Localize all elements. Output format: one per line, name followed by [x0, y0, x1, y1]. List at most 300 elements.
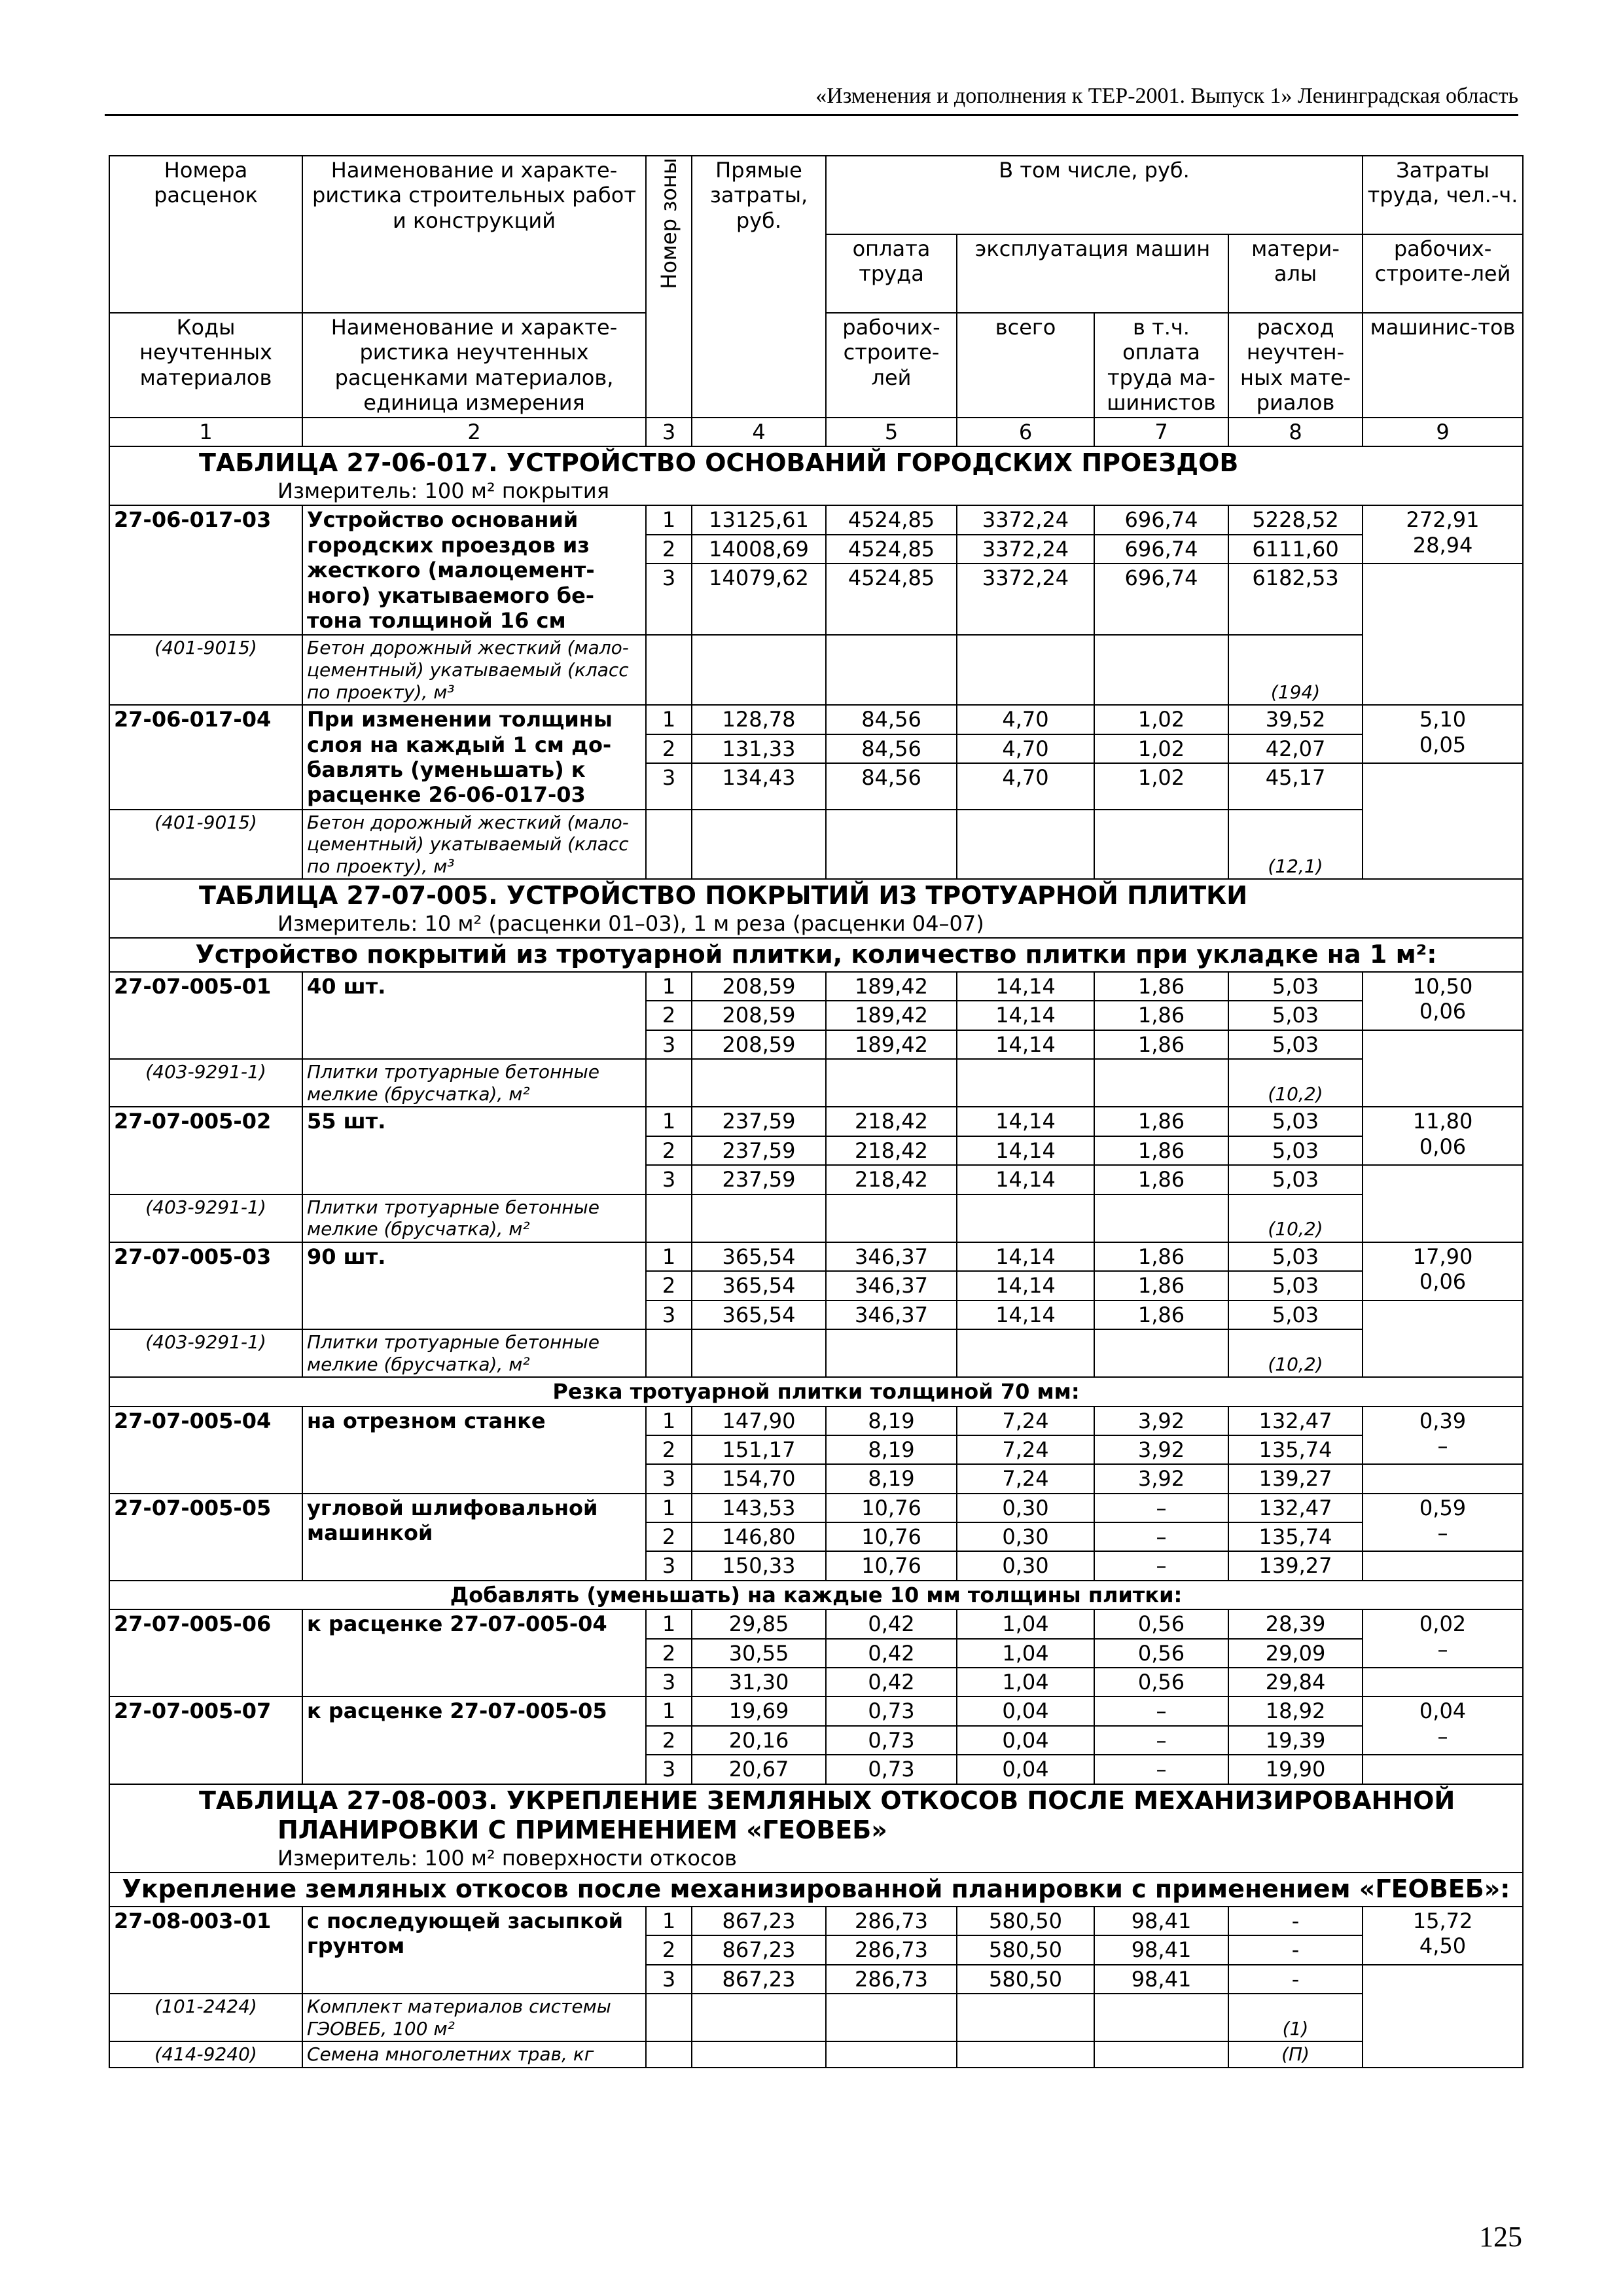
cost-value: 365,54 — [692, 1271, 826, 1300]
empty-cell — [1094, 1059, 1228, 1107]
cost-value: 5,03 — [1228, 1030, 1363, 1059]
cost-value: 218,42 — [826, 1165, 957, 1194]
cost-value: 151,17 — [692, 1435, 826, 1464]
labor-cell — [1363, 505, 1523, 564]
cost-value: – — [1094, 1726, 1228, 1755]
rate-row — [109, 1494, 1523, 1522]
cost-value: 5,03 — [1228, 1107, 1363, 1136]
cost-value: 139,27 — [1228, 1551, 1363, 1580]
zone-number: 3 — [646, 1551, 692, 1580]
cost-value: 1,86 — [1094, 1001, 1228, 1030]
subsection-header — [109, 938, 1523, 972]
rate-row — [109, 1907, 1523, 1935]
cost-value: 365,54 — [692, 1300, 826, 1329]
labor-workers: 17,90 — [1412, 1244, 1473, 1269]
header-material-use: расход неучтен-ных мате-риалов — [1228, 313, 1363, 418]
cost-value: 0,30 — [957, 1494, 1094, 1522]
cost-value: 19,39 — [1228, 1726, 1363, 1755]
cost-value: 867,23 — [692, 1965, 826, 1994]
cost-value: 0,42 — [826, 1639, 957, 1668]
cost-value: 14,14 — [957, 1001, 1094, 1030]
header-machinists: машинис-тов — [1363, 313, 1523, 418]
header-machinists-wage: в т.ч. оплата труда ма-шинистов — [1094, 313, 1228, 418]
material-quantity: (П) — [1228, 2041, 1363, 2068]
zone-number: 2 — [646, 734, 692, 763]
labor-workers: 272,91 — [1406, 507, 1480, 533]
column-number: 3 — [646, 418, 692, 446]
column-number: 4 — [692, 418, 826, 446]
empty-cell — [826, 1329, 957, 1377]
material-name: Бетон дорожный жесткий (мало-цементный) укатываемый (класс по проекту), м³ — [302, 810, 646, 880]
cost-value: 237,59 — [692, 1136, 826, 1165]
empty-cell — [692, 1329, 826, 1377]
cost-value: 14,14 — [957, 1030, 1094, 1059]
labor-empty — [1363, 1755, 1523, 1784]
zone-number: 2 — [646, 1522, 692, 1551]
material-name: Бетон дорожный жесткий (мало-цементный) укатываемый (класс по проекту), м³ — [302, 635, 646, 705]
zone-number: 1 — [646, 1907, 692, 1935]
column-numbers — [109, 418, 1523, 446]
labor-machinists: 0,06 — [1419, 999, 1467, 1024]
labor-workers: 0,02 — [1419, 1611, 1467, 1637]
rate-row — [109, 972, 1523, 1001]
cost-value: 696,74 — [1094, 535, 1228, 564]
empty-cell — [826, 1059, 957, 1107]
header-materials: матери-алы — [1228, 234, 1363, 313]
zone-number: 2 — [646, 1001, 692, 1030]
section-cell — [109, 1784, 1523, 1873]
labor-machinists: – — [1437, 1636, 1448, 1662]
cost-value: 5,03 — [1228, 1271, 1363, 1300]
section-cell — [109, 879, 1523, 938]
cost-value: 139,27 — [1228, 1464, 1363, 1493]
empty-cell — [957, 810, 1094, 880]
cost-value: 146,80 — [692, 1522, 826, 1551]
cost-value: 3,92 — [1094, 1435, 1228, 1464]
cost-value: 10,76 — [826, 1494, 957, 1522]
cost-value: 128,78 — [692, 705, 826, 734]
rate-name: на отрезном станке — [302, 1407, 646, 1494]
cost-value: 14,14 — [957, 1107, 1094, 1136]
labor-cell — [1363, 1494, 1523, 1552]
cost-value: 45,17 — [1228, 763, 1363, 810]
cost-value: 189,42 — [826, 972, 957, 1001]
labor-empty — [1363, 1464, 1523, 1493]
empty-cell — [646, 635, 692, 705]
cost-value: 696,74 — [1094, 564, 1228, 635]
page-number: 125 — [1479, 2221, 1522, 2253]
cost-value: 3372,24 — [957, 564, 1094, 635]
cost-value: - — [1228, 1935, 1363, 1964]
cost-value: 0,56 — [1094, 1609, 1228, 1638]
cost-value: 1,86 — [1094, 1136, 1228, 1165]
empty-cell — [692, 1994, 826, 2041]
cost-value: 5,03 — [1228, 1165, 1363, 1194]
empty-cell — [1094, 1194, 1228, 1242]
cost-value: 1,86 — [1094, 1107, 1228, 1136]
column-number: 1 — [109, 418, 302, 446]
material-name: Плитки тротуарные бетонные мелкие (брусчатка), м² — [302, 1059, 646, 1107]
empty-cell — [646, 1329, 692, 1377]
cost-value: 1,02 — [1094, 705, 1228, 734]
cost-value: 867,23 — [692, 1907, 826, 1935]
zone-number: 2 — [646, 1639, 692, 1668]
labor-workers: 0,39 — [1419, 1408, 1467, 1433]
cost-value: 208,59 — [692, 972, 826, 1001]
labor-cell — [1363, 972, 1523, 1030]
empty-cell — [826, 2041, 957, 2068]
zone-number: 2 — [646, 1136, 692, 1165]
cost-value: 8,19 — [826, 1435, 957, 1464]
cost-value: 580,50 — [957, 1965, 1094, 1994]
column-number: 2 — [302, 418, 646, 446]
cost-value: 3,92 — [1094, 1464, 1228, 1493]
cost-value: - — [1228, 1965, 1363, 1994]
cost-value: 1,02 — [1094, 734, 1228, 763]
cost-value: 8,19 — [826, 1407, 957, 1435]
subsection-header — [109, 1377, 1523, 1406]
material-quantity: (12,1) — [1228, 810, 1363, 880]
cost-value: 0,04 — [957, 1755, 1094, 1784]
rate-code: 27-07-005-04 — [109, 1407, 302, 1494]
zone-number: 3 — [646, 1300, 692, 1329]
cost-value: 580,50 — [957, 1907, 1094, 1935]
zone-number: 3 — [646, 763, 692, 810]
material-row — [109, 810, 1523, 880]
labor-machinists: – — [1437, 1723, 1448, 1749]
material-code: (401-9015) — [109, 635, 302, 705]
empty-cell — [826, 1994, 957, 2041]
labor-workers: 11,80 — [1412, 1109, 1473, 1134]
rate-code: 27-07-005-03 — [109, 1242, 302, 1329]
header-direct-costs: Прямые затраты, руб. — [692, 156, 826, 418]
empty-cell — [646, 1059, 692, 1107]
material-row — [109, 1329, 1523, 1377]
cost-value: 4,70 — [957, 734, 1094, 763]
cost-value: 0,73 — [826, 1726, 957, 1755]
rate-code: 27-07-005-01 — [109, 972, 302, 1059]
section-cell — [109, 446, 1523, 505]
cost-value: 31,30 — [692, 1668, 826, 1696]
rate-name: Устройство оснований городских проездов из жесткого (малоцемент-ного) укатываемого бе-тона толщиной 16 см — [302, 505, 646, 635]
cost-value: 0,30 — [957, 1522, 1094, 1551]
labor-empty — [1363, 1165, 1523, 1242]
cost-value: 1,86 — [1094, 1300, 1228, 1329]
labor-empty — [1363, 1300, 1523, 1378]
labor-cell — [1363, 1696, 1523, 1755]
cost-value: 14,14 — [957, 1271, 1094, 1300]
cost-value: 208,59 — [692, 1001, 826, 1030]
cost-value: 143,53 — [692, 1494, 826, 1522]
empty-cell — [957, 1059, 1094, 1107]
cost-value: – — [1094, 1755, 1228, 1784]
cost-value: 14,14 — [957, 1136, 1094, 1165]
zone-number: 2 — [646, 1935, 692, 1964]
cost-value: 4,70 — [957, 763, 1094, 810]
cost-value: 20,16 — [692, 1726, 826, 1755]
cost-value: 1,04 — [957, 1639, 1094, 1668]
zone-number: 3 — [646, 1165, 692, 1194]
cost-value: 346,37 — [826, 1271, 957, 1300]
cost-value: 8,19 — [826, 1464, 957, 1493]
material-quantity: (194) — [1228, 635, 1363, 705]
subsection-title: Устройство покрытий из тротуарной плитки, количество плитки при укладке на 1 м²: — [109, 938, 1523, 972]
cost-value: 84,56 — [826, 763, 957, 810]
material-code: (401-9015) — [109, 810, 302, 880]
header-labor: Затраты труда, чел.-ч. — [1363, 156, 1523, 234]
material-row — [109, 1994, 1523, 2041]
rate-name: 40 шт. — [302, 972, 646, 1059]
material-code: (101-2424) — [109, 1994, 302, 2041]
empty-cell — [1094, 635, 1228, 705]
empty-cell — [957, 1994, 1094, 2041]
cost-value: 5228,52 — [1228, 505, 1363, 534]
zone-number: 1 — [646, 1696, 692, 1725]
cost-value: 1,04 — [957, 1609, 1094, 1638]
cost-value: 0,42 — [826, 1609, 957, 1638]
labor-empty — [1363, 1668, 1523, 1696]
subsection-title: Добавлять (уменьшать) на каждые 10 мм толщины плитки: — [109, 1581, 1523, 1609]
section-title-cont: ПЛАНИРОВКИ С ПРИМЕНЕНИЕМ «ГЕОВЕБ» — [277, 1816, 887, 1845]
rate-name: При изменении толщины слоя на каждый 1 см до-бавлять (уменьшать) к расценке 26-06-017-03 — [302, 705, 646, 810]
rate-name: угловой шлифовальной машинкой — [302, 1494, 646, 1581]
cost-value: 5,03 — [1228, 1242, 1363, 1271]
cost-value: – — [1094, 1494, 1228, 1522]
cost-value: 19,69 — [692, 1696, 826, 1725]
material-row — [109, 2041, 1523, 2068]
empty-cell — [826, 810, 957, 880]
material-quantity: (10,2) — [1228, 1329, 1363, 1377]
cost-value: 98,41 — [1094, 1965, 1228, 1994]
zone-number: 2 — [646, 1726, 692, 1755]
cost-value: 10,76 — [826, 1551, 957, 1580]
column-number: 5 — [826, 418, 957, 446]
cost-value: 189,42 — [826, 1001, 957, 1030]
material-row — [109, 635, 1523, 705]
rate-name: 55 шт. — [302, 1107, 646, 1194]
running-header: «Изменения и дополнения к ТЕР-2001. Выпуск 1» Ленинградская область — [105, 84, 1518, 116]
subsection-title: Резка тротуарной плитки толщиной 70 мм: — [109, 1377, 1523, 1406]
section-title: ТАБЛИЦА 27-06-017. УСТРОЙСТВО ОСНОВАНИЙ ГОРОДСКИХ ПРОЕЗДОВ — [199, 448, 1239, 478]
material-quantity: (10,2) — [1228, 1194, 1363, 1242]
labor-empty — [1363, 763, 1523, 880]
zone-number: 1 — [646, 1242, 692, 1271]
cost-value: 5,03 — [1228, 1300, 1363, 1329]
cost-value: 4524,85 — [826, 535, 957, 564]
cost-value: 20,67 — [692, 1755, 826, 1784]
empty-cell — [957, 635, 1094, 705]
zone-number: 1 — [646, 1609, 692, 1638]
material-row — [109, 1059, 1523, 1107]
empty-cell — [692, 635, 826, 705]
material-quantity: (10,2) — [1228, 1059, 1363, 1107]
zone-number: 3 — [646, 1965, 692, 1994]
empty-cell — [957, 2041, 1094, 2068]
cost-value: 7,24 — [957, 1407, 1094, 1435]
header-codes: Номера расценок — [109, 156, 302, 313]
rate-code: 27-07-005-02 — [109, 1107, 302, 1194]
section-header — [109, 446, 1523, 505]
rate-name: с последующей засыпкой грунтом — [302, 1907, 646, 1994]
cost-value: 0,30 — [957, 1551, 1094, 1580]
material-code: (403-9291-1) — [109, 1194, 302, 1242]
rate-row — [109, 1107, 1523, 1136]
zone-number: 1 — [646, 972, 692, 1001]
cost-value: 286,73 — [826, 1907, 957, 1935]
header-workers-wage: рабочих-строите-лей — [826, 313, 957, 418]
cost-value: 13125,61 — [692, 505, 826, 534]
cost-value: 5,03 — [1228, 1136, 1363, 1165]
cost-value: 30,55 — [692, 1639, 826, 1668]
cost-value: 84,56 — [826, 705, 957, 734]
empty-cell — [1094, 1329, 1228, 1377]
cost-value: 1,02 — [1094, 763, 1228, 810]
zone-number: 2 — [646, 1271, 692, 1300]
empty-cell — [826, 1194, 957, 1242]
material-name: Семена многолетних трав, кг — [302, 2041, 646, 2068]
section-header — [109, 879, 1523, 938]
cost-value: 6182,53 — [1228, 564, 1363, 635]
empty-cell — [1094, 810, 1228, 880]
rate-code: 27-07-005-07 — [109, 1696, 302, 1784]
labor-machinists: 0,06 — [1419, 1269, 1467, 1295]
zone-number: 2 — [646, 535, 692, 564]
material-code: (414-9240) — [109, 2041, 302, 2068]
cost-value: 346,37 — [826, 1300, 957, 1329]
cost-value: 14,14 — [957, 1242, 1094, 1271]
empty-cell — [692, 2041, 826, 2068]
rate-row — [109, 505, 1523, 534]
cost-value: 135,74 — [1228, 1435, 1363, 1464]
labor-empty — [1363, 1965, 1523, 2068]
subsection-header — [109, 1873, 1523, 1907]
header-material-codes: Коды неучтенных материалов — [109, 313, 302, 418]
subsection-title: Укрепление земляных откосов после механизированной планировки с применением «ГЕОВЕБ»: — [109, 1873, 1523, 1907]
cost-value: 28,39 — [1228, 1609, 1363, 1638]
rate-row — [109, 705, 1523, 734]
rate-row — [109, 1407, 1523, 1435]
rate-code: 27-07-005-06 — [109, 1609, 302, 1696]
cost-value: 14,14 — [957, 1300, 1094, 1329]
cost-value: 29,85 — [692, 1609, 826, 1638]
rate-code: 27-06-017-03 — [109, 505, 302, 635]
cost-value: 4,70 — [957, 705, 1094, 734]
section-measure: Измеритель: 100 м² покрытия — [277, 478, 609, 503]
labor-workers: 0,59 — [1419, 1495, 1467, 1520]
cost-value: 0,56 — [1094, 1639, 1228, 1668]
section-header — [109, 1784, 1523, 1873]
header-material-names: Наименование и характе-ристика неучтенных расценками материалов, единица измерения — [302, 313, 646, 418]
cost-value: 4524,85 — [826, 505, 957, 534]
cost-value: 346,37 — [826, 1242, 957, 1271]
labor-cell — [1363, 1242, 1523, 1300]
zone-number: 3 — [646, 1030, 692, 1059]
cost-value: 154,70 — [692, 1464, 826, 1493]
material-name: Плитки тротуарные бетонные мелкие (брусчатка), м² — [302, 1194, 646, 1242]
material-code: (403-9291-1) — [109, 1329, 302, 1377]
labor-workers: 0,04 — [1419, 1698, 1467, 1724]
zone-number: 3 — [646, 564, 692, 635]
material-row — [109, 1194, 1523, 1242]
cost-value: 0,04 — [957, 1696, 1094, 1725]
subsection-header — [109, 1581, 1523, 1609]
cost-value: 6111,60 — [1228, 535, 1363, 564]
labor-cell — [1363, 1107, 1523, 1165]
cost-value: 0,04 — [957, 1726, 1094, 1755]
cost-value: 0,56 — [1094, 1668, 1228, 1696]
empty-cell — [692, 1194, 826, 1242]
cost-value: 29,84 — [1228, 1668, 1363, 1696]
cost-value: 147,90 — [692, 1407, 826, 1435]
section-title: ТАБЛИЦА 27-08-003. УКРЕПЛЕНИЕ ЗЕМЛЯНЫХ ОТКОСОВ ПОСЛЕ МЕХАНИЗИРОВАННОЙ — [199, 1785, 1455, 1815]
labor-machinists: 0,06 — [1419, 1134, 1467, 1159]
price-table — [109, 155, 1524, 2068]
rate-row — [109, 1609, 1523, 1638]
labor-cell — [1363, 705, 1523, 763]
empty-cell — [1094, 2041, 1228, 2068]
cost-value: 5,03 — [1228, 1001, 1363, 1030]
zone-number: 3 — [646, 1464, 692, 1493]
cost-value: 0,42 — [826, 1668, 957, 1696]
cost-value: 1,86 — [1094, 1271, 1228, 1300]
header-including: В том числе, руб. — [826, 156, 1363, 234]
cost-value: 14,14 — [957, 972, 1094, 1001]
labor-empty — [1363, 564, 1523, 705]
labor-workers: 10,50 — [1412, 974, 1473, 999]
cost-value: 867,23 — [692, 1935, 826, 1964]
material-code: (403-9291-1) — [109, 1059, 302, 1107]
cost-value: 42,07 — [1228, 734, 1363, 763]
section-measure: Измеритель: 10 м² (расценки 01–03), 1 м реза (расценки 04–07) — [277, 911, 984, 937]
zone-number: 1 — [646, 505, 692, 534]
cost-value: 29,09 — [1228, 1639, 1363, 1668]
cost-value: 84,56 — [826, 734, 957, 763]
empty-cell — [646, 1994, 692, 2041]
cost-value: 7,24 — [957, 1464, 1094, 1493]
column-number: 6 — [957, 418, 1094, 446]
header-workers: рабочих-строите-лей — [1363, 234, 1523, 313]
column-number: 9 — [1363, 418, 1523, 446]
material-name: Комплект материалов системы ГЭОВЕБ, 100 м² — [302, 1994, 646, 2041]
cost-value: - — [1228, 1907, 1363, 1935]
header-machines-total: всего — [957, 313, 1094, 418]
cost-value: 4524,85 — [826, 564, 957, 635]
cost-value: 237,59 — [692, 1107, 826, 1136]
cost-value: 14,14 — [957, 1165, 1094, 1194]
zone-number: 1 — [646, 1107, 692, 1136]
cost-value: 1,86 — [1094, 972, 1228, 1001]
cost-value: 208,59 — [692, 1030, 826, 1059]
empty-cell — [646, 2041, 692, 2068]
header-machines: эксплуатация машин — [957, 234, 1228, 313]
labor-empty — [1363, 1551, 1523, 1580]
cost-value: 7,24 — [957, 1435, 1094, 1464]
labor-workers: 15,72 — [1412, 1908, 1473, 1933]
cost-value: 150,33 — [692, 1551, 826, 1580]
section-title: ТАБЛИЦА 27-07-005. УСТРОЙСТВО ПОКРЫТИЙ ИЗ ТРОТУАРНОЙ ПЛИТКИ — [199, 881, 1248, 910]
cost-value: – — [1094, 1522, 1228, 1551]
header-zone: Номер зоны — [646, 156, 692, 418]
zone-number: 1 — [646, 705, 692, 734]
cost-value: 14008,69 — [692, 535, 826, 564]
labor-workers: 5,10 — [1419, 707, 1467, 732]
cost-value: – — [1094, 1551, 1228, 1580]
empty-cell — [646, 1194, 692, 1242]
cost-value: 1,86 — [1094, 1242, 1228, 1271]
header-wage: оплата труда — [826, 234, 957, 313]
empty-cell — [692, 1059, 826, 1107]
column-number: 8 — [1228, 418, 1363, 446]
